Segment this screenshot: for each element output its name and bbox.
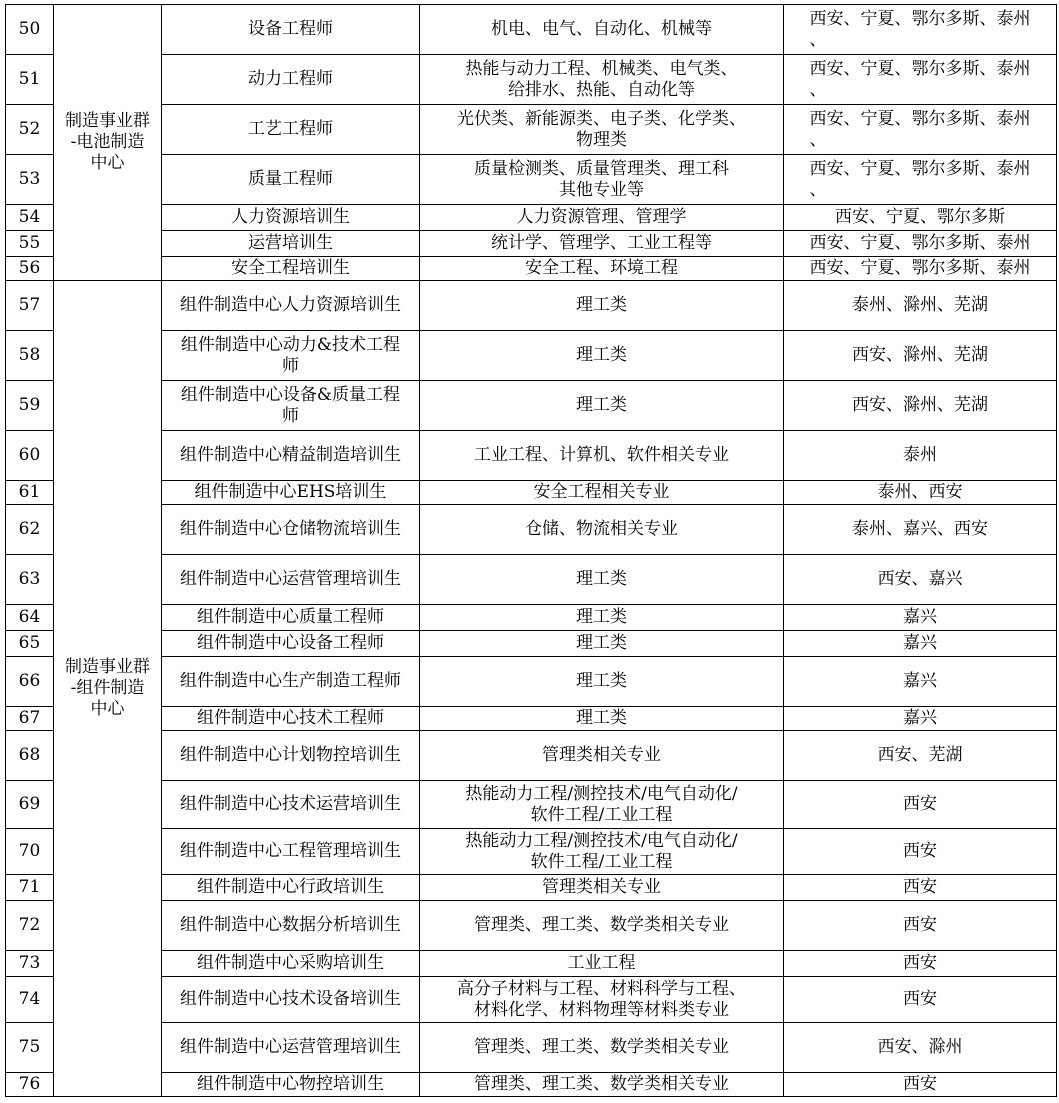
row-number-cell-text: 50 [18,19,41,39]
position-cell-text: 组件制造中心技术运营培训生 [180,794,401,814]
location-cell-text: 西安、宁夏、鄂尔多斯、泰州 [809,233,1031,253]
row-number-cell-text: 67 [18,708,41,728]
location-cell [783,280,1057,331]
location-cell-text: 嘉兴 [903,671,937,691]
major-cell [419,4,784,55]
position-cell-text: 人力资源培训生 [231,207,350,227]
position-cell-text: 组件制造中心采购培训生 [197,953,384,973]
position-cell-text: 组件制造中心设备工程师 [197,633,384,653]
location-cell [783,154,1057,205]
row-number-cell-text: 56 [18,258,41,278]
row-number-cell-text: 54 [18,207,41,227]
location-cell [783,204,1057,231]
position-cell-text: 组件制造中心物控培训生 [197,1074,384,1094]
row-number-cell [5,4,54,55]
major-cell [419,430,784,481]
position-cell [161,104,420,155]
location-cell [783,976,1057,1023]
major-cell-text: 理工类 [576,295,627,315]
row-number-cell-text: 72 [18,915,41,935]
location-cell-text: 西安、芜湖 [877,745,963,765]
row-number-cell [5,874,54,901]
location-cell-text: 西安、宁夏、鄂尔多斯、泰州 、 [809,8,1031,50]
row-number-cell-text: 60 [18,445,41,465]
position-cell [161,480,420,505]
location-cell-text: 西安、宁夏、鄂尔多斯、泰州 、 [809,108,1031,150]
row-number-cell-text: 75 [18,1037,41,1057]
location-cell [783,380,1057,431]
row-number-cell-text: 66 [18,671,41,691]
location-cell [783,874,1057,901]
row-number-cell [5,950,54,977]
major-cell-text: 热能与动力工程、机械类、电气类、 给排水、热能、自动化等 [465,58,738,100]
position-cell-text: 动力工程师 [248,69,333,89]
row-number-cell [5,780,54,829]
position-cell-text: 组件制造中心数据分析培训生 [180,915,401,935]
major-cell [419,900,784,951]
position-cell [161,54,420,105]
group-cell-text: 制造事业群 -电池制造 中心 [65,111,150,173]
location-cell-text: 西安 [903,915,937,935]
major-cell-text: 管理类相关专业 [542,745,661,765]
row-number-cell [5,256,54,281]
row-number-cell-text: 58 [18,345,41,365]
major-cell-text: 管理类相关专业 [542,877,661,897]
location-cell-text: 西安、宁夏、鄂尔多斯 [835,207,1005,227]
row-number-cell [5,280,54,331]
location-cell-text: 西安、滁州 [877,1037,963,1057]
position-cell-text: 组件制造中心运营管理培训生 [180,1037,401,1057]
row-number-cell-text: 73 [18,953,41,973]
row-number-cell [5,230,54,257]
position-cell-text: 组件制造中心人力资源培训生 [180,295,401,315]
major-cell [419,706,784,731]
major-cell [419,256,784,281]
major-cell-text: 仓储、物流相关专业 [525,519,678,539]
location-cell [783,706,1057,731]
position-cell [161,656,420,707]
row-number-cell [5,730,54,781]
position-cell [161,330,420,381]
location-cell-text: 西安 [903,989,937,1009]
row-number-cell [5,480,54,505]
row-number-cell-text: 62 [18,519,41,539]
row-number-cell-text: 70 [18,841,41,861]
major-cell [419,104,784,155]
major-cell-text: 质量检测类、质量管理类、理工科 其他专业等 [474,158,729,200]
position-cell-text: 工艺工程师 [248,119,333,139]
position-cell-text: 质量工程师 [248,169,333,189]
major-cell [419,554,784,605]
row-number-cell-text: 69 [18,794,41,814]
row-number-cell [5,656,54,707]
row-number-cell-text: 74 [18,989,41,1009]
row-number-cell-text: 71 [18,877,41,897]
location-cell [783,1022,1057,1073]
major-cell-text: 安全工程、环境工程 [525,258,678,278]
position-cell [161,380,420,431]
row-number-cell-text: 64 [18,607,41,627]
location-cell-text: 西安 [903,953,937,973]
position-cell-text: 组件制造中心行政培训生 [197,877,384,897]
position-cell [161,900,420,951]
major-cell [419,780,784,829]
location-cell-text: 西安、宁夏、鄂尔多斯、泰州 、 [809,158,1031,200]
location-cell [783,230,1057,257]
position-cell [161,154,420,205]
row-number-cell [5,976,54,1023]
location-cell [783,554,1057,605]
position-cell-text: 组件制造中心生产制造工程师 [180,671,401,691]
position-cell-text: 组件制造中心动力&技术工程 师 [180,334,401,376]
major-cell [419,480,784,505]
row-number-cell-text: 59 [18,395,41,415]
location-cell [783,104,1057,155]
position-cell-text: 组件制造中心技术工程师 [197,708,384,728]
position-cell [161,430,420,481]
position-cell [161,230,420,257]
location-cell [783,504,1057,555]
major-cell-text: 理工类 [576,671,627,691]
position-cell [161,4,420,55]
major-cell [419,504,784,555]
position-cell [161,950,420,977]
major-cell-text: 光伏类、新能源类、电子类、化学类、 物理类 [457,108,746,150]
row-number-cell-text: 52 [18,119,41,139]
row-number-cell-text: 63 [18,569,41,589]
row-number-cell-text: 76 [18,1074,41,1094]
major-cell [419,204,784,231]
major-cell-text: 理工类 [576,395,627,415]
major-cell-text: 管理类、理工类、数学类相关专业 [474,1037,729,1057]
position-cell-text: 运营培训生 [248,233,333,253]
location-cell [783,604,1057,631]
row-number-cell-text: 55 [18,233,41,253]
major-cell-text: 热能动力工程/测控技术/电气自动化/ 软件工程/工业工程 [465,830,738,872]
row-number-cell [5,1072,54,1097]
major-cell-text: 管理类、理工类、数学类相关专业 [474,1074,729,1094]
location-cell [783,630,1057,657]
position-cell [161,554,420,605]
position-cell [161,706,420,731]
row-number-cell [5,900,54,951]
row-number-cell [5,54,54,105]
location-cell-text: 西安、宁夏、鄂尔多斯、泰州 、 [809,58,1031,100]
major-cell-text: 理工类 [576,708,627,728]
location-cell-text: 泰州、西安 [877,482,963,502]
row-number-cell-text: 68 [18,745,41,765]
position-cell [161,1072,420,1097]
major-cell-text: 工业工程、计算机、软件相关专业 [474,445,729,465]
row-number-cell [5,554,54,605]
group-cell-text: 制造事业群 -组件制造 中心 [65,657,150,719]
major-cell-text: 人力资源管理、管理学 [516,207,687,227]
location-cell-text: 西安、宁夏、鄂尔多斯、泰州 [809,258,1031,278]
major-cell-text: 理工类 [576,569,627,589]
row-number-cell [5,104,54,155]
position-cell [161,204,420,231]
position-cell [161,630,420,657]
row-number-cell [5,1022,54,1073]
major-cell-text: 理工类 [576,607,627,627]
position-cell-text: 组件制造中心技术设备培训生 [180,989,401,1009]
major-cell-text: 机电、电气、自动化、机械等 [491,19,712,39]
major-cell [419,1072,784,1097]
row-number-cell [5,430,54,481]
position-cell-text: 设备工程师 [248,19,333,39]
location-cell-text: 西安 [903,841,937,861]
location-cell [783,780,1057,829]
row-number-cell [5,630,54,657]
major-cell-text: 高分子材料与工程、材料科学与工程、 材料化学、材料物理等材料类专业 [457,978,746,1020]
position-cell [161,874,420,901]
major-cell [419,828,784,875]
position-cell [161,504,420,555]
row-number-cell [5,154,54,205]
position-cell [161,604,420,631]
major-cell-text: 理工类 [576,633,627,653]
position-cell-text: 组件制造中心计划物控培训生 [180,745,401,765]
major-cell-text: 安全工程相关专业 [533,482,670,502]
row-number-cell [5,828,54,875]
position-cell [161,280,420,331]
position-cell [161,730,420,781]
position-cell [161,780,420,829]
location-cell [783,828,1057,875]
position-cell [161,976,420,1023]
group-cell [53,4,162,281]
row-number-cell-text: 57 [18,295,41,315]
major-cell [419,730,784,781]
row-number-cell [5,706,54,731]
position-cell-text: 组件制造中心EHS培训生 [194,482,387,502]
location-cell-text: 泰州、嘉兴、西安 [852,519,988,539]
group-cell [53,280,162,1097]
major-cell-text: 热能动力工程/测控技术/电气自动化/ 软件工程/工业工程 [465,783,738,825]
major-cell [419,280,784,331]
row-number-cell [5,504,54,555]
row-number-cell-text: 51 [18,69,41,89]
location-cell [783,730,1057,781]
major-cell [419,54,784,105]
location-cell-text: 西安、滁州、芜湖 [852,345,988,365]
row-number-cell-text: 61 [18,482,41,502]
position-cell-text: 组件制造中心质量工程师 [197,607,384,627]
position-cell-text: 组件制造中心工程管理培训生 [180,841,401,861]
major-cell [419,380,784,431]
major-cell [419,976,784,1023]
location-cell [783,256,1057,281]
row-number-cell [5,380,54,431]
location-cell-text: 嘉兴 [903,607,937,627]
major-cell [419,330,784,381]
major-cell [419,950,784,977]
row-number-cell [5,204,54,231]
location-cell [783,430,1057,481]
location-cell-text: 西安、嘉兴 [877,569,963,589]
position-cell [161,256,420,281]
row-number-cell-text: 53 [18,169,41,189]
major-cell [419,874,784,901]
location-cell [783,950,1057,977]
major-cell [419,630,784,657]
location-cell-text: 西安 [903,877,937,897]
major-cell-text: 管理类、理工类、数学类相关专业 [474,915,729,935]
location-cell-text: 西安、滁州、芜湖 [852,395,988,415]
position-cell [161,1022,420,1073]
location-cell-text: 西安 [903,794,937,814]
location-cell [783,1072,1057,1097]
row-number-cell-text: 65 [18,633,41,653]
major-cell-text: 统计学、管理学、工业工程等 [491,233,712,253]
row-number-cell [5,330,54,381]
position-cell-text: 安全工程培训生 [231,258,350,278]
recruitment-table [5,4,1056,1099]
major-cell [419,1022,784,1073]
position-cell-text: 组件制造中心仓储物流培训生 [180,519,401,539]
position-cell-text: 组件制造中心运营管理培训生 [180,569,401,589]
location-cell [783,900,1057,951]
major-cell [419,230,784,257]
position-cell-text: 组件制造中心精益制造培训生 [180,445,401,465]
row-number-cell [5,604,54,631]
major-cell [419,656,784,707]
major-cell [419,154,784,205]
location-cell [783,330,1057,381]
location-cell-text: 泰州 [903,445,937,465]
major-cell-text: 理工类 [576,345,627,365]
location-cell [783,4,1057,55]
location-cell-text: 西安 [903,1074,937,1094]
position-cell [161,828,420,875]
major-cell-text: 工业工程 [567,953,636,973]
location-cell-text: 嘉兴 [903,633,937,653]
location-cell-text: 泰州、滁州、芜湖 [852,295,988,315]
position-cell-text: 组件制造中心设备&质量工程 师 [180,384,401,426]
major-cell [419,604,784,631]
location-cell [783,656,1057,707]
location-cell [783,480,1057,505]
location-cell [783,54,1057,105]
location-cell-text: 嘉兴 [903,708,937,728]
